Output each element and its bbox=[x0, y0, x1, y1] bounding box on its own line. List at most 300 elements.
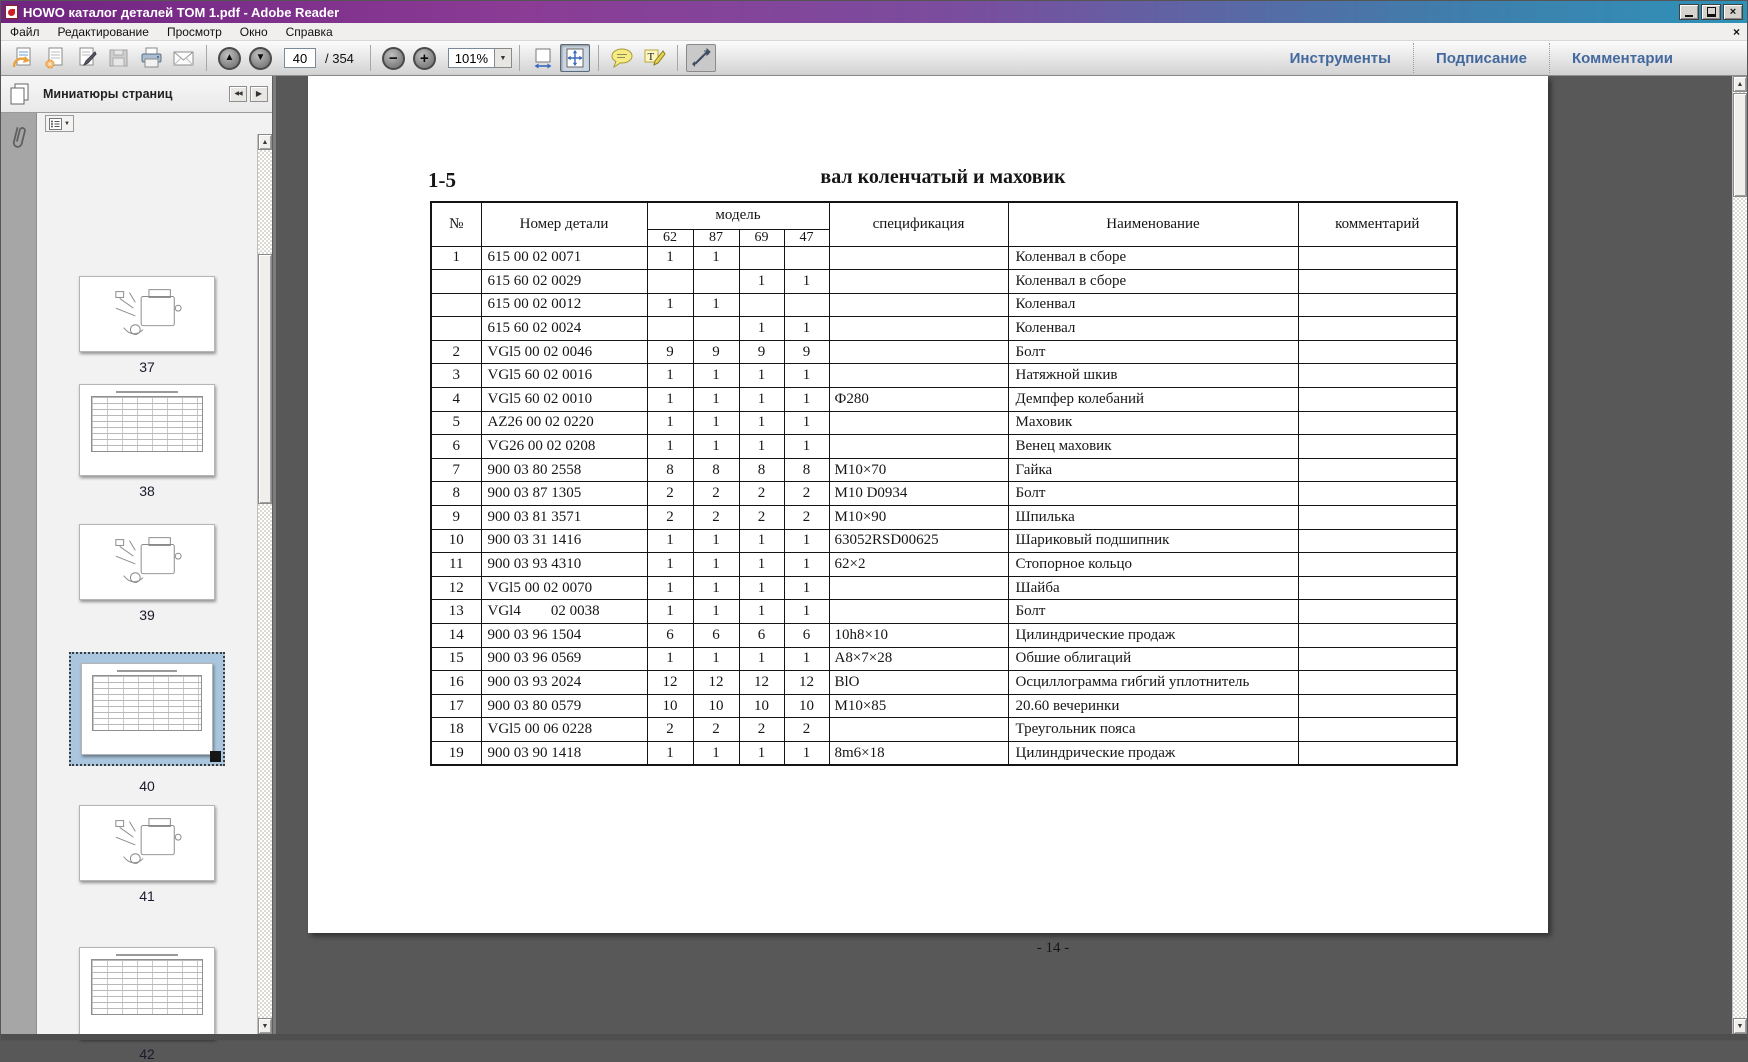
menu-item[interactable]: Просмотр bbox=[166, 24, 222, 39]
table-cell-num: 11 bbox=[431, 553, 481, 577]
navigation-rail bbox=[1, 113, 37, 1034]
thumbnail-item bbox=[79, 947, 215, 1062]
table-cell-m62: 1 bbox=[647, 411, 693, 435]
table-cell-m62: 10 bbox=[647, 694, 693, 718]
table-cell-comment bbox=[1298, 647, 1457, 671]
page-thumbnail[interactable] bbox=[79, 947, 215, 1039]
table-cell-comment bbox=[1298, 576, 1457, 600]
table-cell-m47: 1 bbox=[784, 411, 829, 435]
table-cell-num: 19 bbox=[431, 741, 481, 765]
thumbnail-preview bbox=[91, 396, 204, 452]
table-cell-num: 4 bbox=[431, 388, 481, 412]
scrollbar-track[interactable] bbox=[258, 150, 272, 1018]
table-cell-comment bbox=[1298, 600, 1457, 624]
table-cell-spec bbox=[829, 246, 1008, 270]
thumbnail-preview bbox=[116, 391, 178, 393]
table-cell-m47 bbox=[784, 293, 829, 317]
scroll-up-button[interactable]: ▲ bbox=[1733, 76, 1747, 92]
table-cell-m87 bbox=[693, 317, 739, 341]
table-cell-m47: 1 bbox=[784, 270, 829, 294]
thumbnails-pane bbox=[1, 76, 272, 1062]
table-cell-comment bbox=[1298, 529, 1457, 553]
table-cell-num: 8 bbox=[431, 482, 481, 506]
table-cell-name: Шариковый подшипник bbox=[1008, 529, 1298, 553]
print-icon bbox=[139, 46, 164, 70]
section-number: 1-5 bbox=[428, 168, 456, 192]
scroll-down-button[interactable]: ▼ bbox=[1733, 1018, 1747, 1034]
thumbnails-options-button[interactable]: ▼ bbox=[45, 115, 74, 132]
table-cell-m47: 10 bbox=[784, 694, 829, 718]
table-cell-comment bbox=[1298, 246, 1457, 270]
table-cell-m69: 9 bbox=[739, 340, 784, 364]
table-row bbox=[431, 624, 1457, 648]
table-cell-m62: 1 bbox=[647, 388, 693, 412]
table-cell-m69: 8 bbox=[739, 458, 784, 482]
table-cell-m69: 10 bbox=[739, 694, 784, 718]
table-cell-comment bbox=[1298, 482, 1457, 506]
pane-title: Миниатюры страниц bbox=[43, 87, 173, 101]
email-button[interactable] bbox=[168, 44, 198, 72]
table-cell-m87: 2 bbox=[693, 718, 739, 742]
scroll-up-button[interactable]: ▲ bbox=[258, 134, 272, 150]
thumbnail-page-number: 40 bbox=[139, 778, 155, 794]
save-icon bbox=[107, 46, 131, 70]
thumbnail-page-number: 41 bbox=[139, 888, 155, 904]
table-cell-m87: 1 bbox=[693, 388, 739, 412]
table-cell-m47: 9 bbox=[784, 340, 829, 364]
table-cell-part: VGl5 60 02 0010 bbox=[481, 388, 647, 412]
table-cell-m62: 1 bbox=[647, 647, 693, 671]
table-cell-m62: 12 bbox=[647, 671, 693, 695]
expand-pane-button[interactable]: ▶ bbox=[250, 86, 268, 102]
table-cell-m87: 12 bbox=[693, 671, 739, 695]
scrollbar-track[interactable] bbox=[1733, 92, 1747, 1018]
table-cell-spec bbox=[829, 340, 1008, 364]
fit-width-icon bbox=[532, 47, 554, 69]
thumbnail-preview bbox=[91, 959, 204, 1015]
table-cell-name: Коленвал bbox=[1008, 317, 1298, 341]
col-header-model: модель bbox=[647, 202, 829, 229]
table-cell-spec: 10h8×10 bbox=[829, 624, 1008, 648]
table-cell-name: Болт bbox=[1008, 600, 1298, 624]
create-pdf-button[interactable] bbox=[40, 44, 70, 72]
zoom-in-button[interactable]: + bbox=[413, 47, 436, 70]
table-cell-m62: 9 bbox=[647, 340, 693, 364]
sidebar-scrollbar[interactable] bbox=[257, 134, 272, 1034]
table-cell-spec: M10×85 bbox=[829, 694, 1008, 718]
table-cell-name: Шайба bbox=[1008, 576, 1298, 600]
previous-page-button[interactable]: ▲ bbox=[218, 47, 241, 70]
table-cell-num: 6 bbox=[431, 435, 481, 459]
thumbnails-pane-header bbox=[1, 76, 272, 113]
table-cell-comment bbox=[1298, 388, 1457, 412]
thumbnail-page-number: 42 bbox=[139, 1046, 155, 1062]
collapse-pane-button[interactable]: ◀◀ bbox=[229, 86, 247, 102]
toolbar-separator bbox=[370, 45, 371, 71]
table-row bbox=[431, 694, 1457, 718]
thumbnail-page-number: 38 bbox=[139, 483, 155, 499]
zoom-out-button[interactable]: − bbox=[382, 47, 405, 70]
page-number-input[interactable] bbox=[284, 48, 316, 68]
table-cell-part: 615 00 02 0012 bbox=[481, 293, 647, 317]
table-cell-spec bbox=[829, 576, 1008, 600]
table-cell-m62: 1 bbox=[647, 553, 693, 577]
table-cell-part: 900 03 96 0569 bbox=[481, 647, 647, 671]
highlight-text-button[interactable] bbox=[639, 44, 669, 72]
sign-button[interactable] bbox=[72, 44, 102, 72]
page-thumbnails-icon bbox=[9, 82, 31, 106]
create-pdf-icon bbox=[43, 46, 67, 70]
zoom-dropdown-button[interactable]: ▼ bbox=[494, 48, 512, 68]
table-cell-name: Осциллограмма гибгий уплотнитель bbox=[1008, 671, 1298, 695]
table-cell-num: 14 bbox=[431, 624, 481, 648]
thumbnail-page-number: 39 bbox=[139, 607, 155, 623]
table-cell-m87: 1 bbox=[693, 529, 739, 553]
table-cell-spec: 8m6×18 bbox=[829, 741, 1008, 765]
page-thumbnail[interactable] bbox=[79, 524, 215, 600]
table-row bbox=[431, 435, 1457, 459]
table-cell-m87: 1 bbox=[693, 246, 739, 270]
table-cell-part: 900 03 90 1418 bbox=[481, 741, 647, 765]
table-row bbox=[431, 317, 1457, 341]
table-cell-m47 bbox=[784, 246, 829, 270]
table-cell-m69: 1 bbox=[739, 600, 784, 624]
table-cell-part: VG26 00 02 0208 bbox=[481, 435, 647, 459]
page-title: вал коленчатый и маховик bbox=[820, 166, 1066, 188]
table-cell-m87: 1 bbox=[693, 647, 739, 671]
table-cell-spec bbox=[829, 364, 1008, 388]
table-cell-m87: 9 bbox=[693, 340, 739, 364]
table-cell-m69: 2 bbox=[739, 482, 784, 506]
page-thumbnail[interactable] bbox=[79, 384, 215, 476]
table-cell-num: 12 bbox=[431, 576, 481, 600]
attachments-paperclip-icon[interactable] bbox=[5, 121, 32, 155]
table-cell-num bbox=[431, 270, 481, 294]
svg-text:T: T bbox=[647, 51, 655, 63]
table-row bbox=[431, 647, 1457, 671]
thumbnail-page-number: 37 bbox=[139, 359, 155, 375]
table-cell-m87: 1 bbox=[693, 576, 739, 600]
pdf-page bbox=[308, 76, 1548, 956]
col-header-name: Наименование bbox=[1008, 202, 1298, 246]
table-cell-m69: 1 bbox=[739, 317, 784, 341]
thumbnails-options-row bbox=[37, 113, 272, 134]
comment-button[interactable] bbox=[607, 44, 637, 72]
toolbar bbox=[1, 41, 1747, 76]
table-cell-m69 bbox=[739, 246, 784, 270]
table-cell-comment bbox=[1298, 506, 1457, 530]
table-cell-comment bbox=[1298, 340, 1457, 364]
table-cell-num: 18 bbox=[431, 718, 481, 742]
parts-table bbox=[430, 201, 1458, 766]
table-cell-spec bbox=[829, 718, 1008, 742]
table-cell-m69: 1 bbox=[739, 435, 784, 459]
window-bottom-border bbox=[1, 1034, 1747, 1040]
table-cell-spec bbox=[829, 411, 1008, 435]
main-area bbox=[1, 76, 1747, 1062]
table-cell-m47: 1 bbox=[784, 553, 829, 577]
scroll-down-button[interactable]: ▼ bbox=[258, 1018, 272, 1034]
table-row bbox=[431, 270, 1457, 294]
table-cell-spec bbox=[829, 270, 1008, 294]
table-cell-m69: 1 bbox=[739, 411, 784, 435]
table-cell-num: 13 bbox=[431, 600, 481, 624]
table-row bbox=[431, 576, 1457, 600]
table-cell-part: VGl4 02 0038 bbox=[481, 600, 647, 624]
table-row bbox=[431, 553, 1457, 577]
options-list-icon bbox=[49, 118, 62, 130]
page-thumbnail[interactable] bbox=[79, 276, 215, 352]
table-cell-m47: 1 bbox=[784, 364, 829, 388]
table-row bbox=[431, 718, 1457, 742]
thumbnail-preview bbox=[117, 670, 177, 672]
table-cell-name: Коленвал в сборе bbox=[1008, 246, 1298, 270]
table-cell-m69: 1 bbox=[739, 529, 784, 553]
table-cell-comment bbox=[1298, 458, 1457, 482]
table-row bbox=[431, 482, 1457, 506]
table-cell-m62: 1 bbox=[647, 600, 693, 624]
table-cell-spec: 62×2 bbox=[829, 553, 1008, 577]
table-cell-num: 7 bbox=[431, 458, 481, 482]
menubar-items bbox=[1, 23, 342, 41]
thumbnail-item bbox=[79, 276, 215, 375]
thumbnail-preview bbox=[80, 525, 214, 599]
thumbnails-scroll-zone bbox=[37, 134, 272, 1062]
open-icon bbox=[11, 46, 35, 70]
table-cell-part: 615 60 02 0029 bbox=[481, 270, 647, 294]
table-row bbox=[431, 458, 1457, 482]
toolbar-right-group bbox=[1268, 41, 1747, 75]
page-total-label: / 354 bbox=[325, 50, 354, 66]
table-cell-part: 900 03 80 0579 bbox=[481, 694, 647, 718]
table-cell-part: 900 03 81 3571 bbox=[481, 506, 647, 530]
open-button[interactable] bbox=[8, 44, 38, 72]
table-row bbox=[431, 600, 1457, 624]
main-scrollbar[interactable] bbox=[1732, 76, 1747, 1034]
table-cell-num: 5 bbox=[431, 411, 481, 435]
fit-page-button[interactable] bbox=[560, 44, 590, 72]
table-cell-spec bbox=[829, 317, 1008, 341]
table-cell-m69: 1 bbox=[739, 576, 784, 600]
thumbnail-item bbox=[79, 805, 215, 904]
table-cell-m87: 1 bbox=[693, 364, 739, 388]
restore-button[interactable] bbox=[1701, 4, 1721, 20]
table-cell-spec: M10 D0934 bbox=[829, 482, 1008, 506]
menu-item[interactable]: Справка bbox=[285, 24, 333, 39]
table-cell-comment bbox=[1298, 435, 1457, 459]
table-cell-name: Болт bbox=[1008, 482, 1298, 506]
table-cell-m62: 1 bbox=[647, 364, 693, 388]
table-cell-num: 17 bbox=[431, 694, 481, 718]
window-title: HOWO каталог деталей ТОМ 1.pdf - Adobe Reader bbox=[23, 4, 340, 20]
table-cell-part: 900 03 31 1416 bbox=[481, 529, 647, 553]
model-col-87: 87 bbox=[693, 229, 739, 246]
print-button[interactable] bbox=[136, 44, 166, 72]
table-row bbox=[431, 506, 1457, 530]
table-row bbox=[431, 388, 1457, 412]
table-cell-comment bbox=[1298, 741, 1457, 765]
table-cell-comment bbox=[1298, 553, 1457, 577]
thumbnail-item bbox=[79, 524, 215, 623]
table-cell-m87: 2 bbox=[693, 482, 739, 506]
table-cell-m62: 2 bbox=[647, 718, 693, 742]
minimize-button[interactable] bbox=[1679, 4, 1699, 20]
table-cell-m87: 1 bbox=[693, 553, 739, 577]
table-cell-m69: 1 bbox=[739, 270, 784, 294]
page-thumbnail[interactable] bbox=[79, 805, 215, 881]
table-row bbox=[431, 246, 1457, 270]
table-cell-comment bbox=[1298, 694, 1457, 718]
thumbnails-content bbox=[37, 113, 272, 1062]
table-cell-m69: 1 bbox=[739, 553, 784, 577]
table-cell-m69: 2 bbox=[739, 506, 784, 530]
menu-item[interactable]: Файл bbox=[10, 24, 40, 39]
table-cell-m62 bbox=[647, 317, 693, 341]
table-cell-m87: 6 bbox=[693, 624, 739, 648]
highlight-text-icon bbox=[641, 47, 667, 69]
table-cell-comment bbox=[1298, 624, 1457, 648]
page-footer-number: - 14 - bbox=[1036, 940, 1070, 956]
table-cell-num: 3 bbox=[431, 364, 481, 388]
table-cell-m69: 1 bbox=[739, 364, 784, 388]
scrollbar-thumb[interactable] bbox=[1733, 93, 1747, 197]
table-cell-spec: M10×90 bbox=[829, 506, 1008, 530]
table-cell-spec bbox=[829, 435, 1008, 459]
toolbar-separator bbox=[519, 45, 520, 71]
table-cell-m62: 1 bbox=[647, 741, 693, 765]
table-row bbox=[431, 364, 1457, 388]
menu-item[interactable]: Редактирование bbox=[57, 24, 149, 39]
table-cell-m47: 1 bbox=[784, 576, 829, 600]
table-cell-comment bbox=[1298, 364, 1457, 388]
table-cell-part: AZ26 00 02 0220 bbox=[481, 411, 647, 435]
table-cell-m69: 12 bbox=[739, 671, 784, 695]
window-titlebar bbox=[1, 1, 1747, 23]
table-cell-comment bbox=[1298, 270, 1457, 294]
table-cell-m62: 1 bbox=[647, 529, 693, 553]
tools-button[interactable]: Инструменты bbox=[1289, 49, 1391, 67]
table-cell-m47: 1 bbox=[784, 317, 829, 341]
model-col-47: 47 bbox=[784, 229, 829, 246]
fullscreen-icon bbox=[690, 47, 712, 69]
table-cell-m87: 10 bbox=[693, 694, 739, 718]
table-cell-m87: 1 bbox=[693, 741, 739, 765]
selection-corner-handle bbox=[210, 751, 221, 762]
table-cell-m87: 1 bbox=[693, 293, 739, 317]
table-cell-m47: 1 bbox=[784, 529, 829, 553]
minimize-icon bbox=[1685, 15, 1693, 17]
thumbnail-preview bbox=[116, 954, 178, 956]
table-cell-num bbox=[431, 317, 481, 341]
col-header-comment: комментарий bbox=[1298, 202, 1457, 246]
table-cell-part: 900 03 96 1504 bbox=[481, 624, 647, 648]
sign-panel-button[interactable]: Подписание bbox=[1435, 49, 1527, 67]
table-cell-m62: 1 bbox=[647, 293, 693, 317]
menubar bbox=[1, 23, 1747, 41]
toolbar-separator bbox=[598, 45, 599, 71]
table-cell-m47: 12 bbox=[784, 671, 829, 695]
next-page-button[interactable]: ▼ bbox=[249, 47, 272, 70]
thumbnails-list bbox=[37, 134, 257, 1062]
fit-width-button[interactable] bbox=[528, 44, 558, 72]
comment-bubble-icon bbox=[609, 47, 635, 69]
table-cell-part: 900 03 87 1305 bbox=[481, 482, 647, 506]
table-cell-m87: 8 bbox=[693, 458, 739, 482]
table-cell-part: 615 60 02 0024 bbox=[481, 317, 647, 341]
model-col-69: 69 bbox=[739, 229, 784, 246]
table-cell-m47: 1 bbox=[784, 647, 829, 671]
table-cell-m69: 1 bbox=[739, 741, 784, 765]
table-cell-m62: 1 bbox=[647, 576, 693, 600]
table-row bbox=[431, 293, 1457, 317]
sign-icon bbox=[75, 46, 99, 70]
thumbnail-preview bbox=[80, 806, 214, 880]
table-row bbox=[431, 671, 1457, 695]
table-cell-comment bbox=[1298, 718, 1457, 742]
table-cell-m69: 1 bbox=[739, 647, 784, 671]
table-cell-m47: 2 bbox=[784, 506, 829, 530]
page-thumbnail[interactable] bbox=[81, 663, 213, 755]
col-header-num: № bbox=[431, 202, 481, 246]
table-cell-spec: A8×7×28 bbox=[829, 647, 1008, 671]
table-cell-name: Треугольник пояса bbox=[1008, 718, 1298, 742]
menubar-close-icon[interactable]: × bbox=[1732, 24, 1740, 39]
table-cell-name: Стопорное кольцо bbox=[1008, 553, 1298, 577]
fullscreen-button[interactable] bbox=[686, 44, 716, 72]
table-row bbox=[431, 741, 1457, 765]
table-cell-m47: 1 bbox=[784, 600, 829, 624]
restore-icon bbox=[1707, 8, 1716, 16]
model-col-62: 62 bbox=[647, 229, 693, 246]
table-cell-spec bbox=[829, 293, 1008, 317]
document-canvas bbox=[277, 76, 1732, 1034]
thumbnail-preview bbox=[92, 675, 201, 731]
thumbnails-pane-body bbox=[1, 113, 272, 1062]
table-cell-name: Цилиндрические продаж bbox=[1008, 624, 1298, 648]
thumbnail-preview bbox=[80, 277, 214, 351]
selected-thumbnail-frame[interactable] bbox=[69, 652, 225, 766]
table-cell-m62: 8 bbox=[647, 458, 693, 482]
zoom-level-input[interactable] bbox=[448, 48, 494, 68]
table-cell-m87: 1 bbox=[693, 411, 739, 435]
table-cell-m62: 2 bbox=[647, 482, 693, 506]
scrollbar-thumb[interactable] bbox=[258, 254, 272, 504]
email-icon bbox=[171, 46, 196, 70]
table-cell-name: Демпфер колебаний bbox=[1008, 388, 1298, 412]
table-row bbox=[431, 411, 1457, 435]
table-cell-m47: 2 bbox=[784, 482, 829, 506]
table-cell-m62: 1 bbox=[647, 435, 693, 459]
comments-panel-button[interactable]: Комментарии bbox=[1571, 49, 1673, 67]
table-cell-name: Коленвал bbox=[1008, 293, 1298, 317]
table-cell-num: 15 bbox=[431, 647, 481, 671]
table-cell-part: VGl5 00 06 0228 bbox=[481, 718, 647, 742]
table-cell-spec: Ф280 bbox=[829, 388, 1008, 412]
table-cell-m62: 2 bbox=[647, 506, 693, 530]
table-cell-name: Шпилька bbox=[1008, 506, 1298, 530]
save-button[interactable] bbox=[104, 44, 134, 72]
table-cell-m62: 6 bbox=[647, 624, 693, 648]
table-cell-part: 900 03 93 2024 bbox=[481, 671, 647, 695]
close-button[interactable]: × bbox=[1723, 4, 1743, 20]
pdf-file-icon bbox=[5, 5, 18, 19]
table-cell-m69: 2 bbox=[739, 718, 784, 742]
menu-item[interactable]: Окно bbox=[239, 24, 268, 39]
table-row bbox=[431, 529, 1457, 553]
table-cell-num: 9 bbox=[431, 506, 481, 530]
table-cell-name: Коленвал в сборе bbox=[1008, 270, 1298, 294]
table-cell-comment bbox=[1298, 411, 1457, 435]
